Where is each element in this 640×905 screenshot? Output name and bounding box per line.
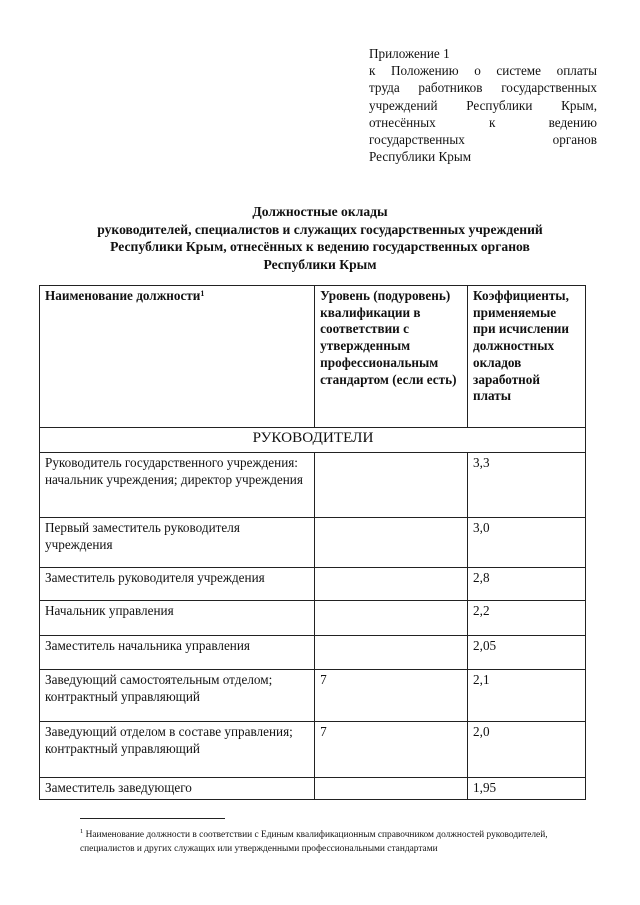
cell-level [315, 636, 468, 670]
appendix-line: учреждений Республики Крым, [369, 97, 597, 113]
cell-position: Первый заместитель руководителя учреждения [40, 518, 315, 568]
table-row [40, 636, 586, 670]
appendix-line: отнесённых к ведению [369, 114, 597, 130]
header-qualification-level: Уровень (подуровень) квалификации в соответствии с утвержденным профессиональным стандартом (если есть) [315, 286, 468, 428]
cell-position: Заместитель руководителя учреждения [40, 568, 315, 601]
cell-position: Начальник управления [40, 601, 315, 636]
title-line: Республики Крым, отнесённых к ведению государственных органов [110, 239, 530, 254]
cell-coefficient: 3,0 [468, 518, 586, 568]
cell-position: Заместитель начальника управления [40, 636, 315, 670]
appendix-line: государственных органов [369, 132, 597, 148]
footnote-mark: 1 [200, 289, 205, 298]
cell-level: 7 [315, 670, 468, 722]
section-title: РУКОВОДИТЕЛИ [40, 428, 586, 453]
title-line: Должностные оклады [252, 204, 388, 219]
cell-coefficient: 2,2 [468, 601, 586, 636]
cell-level [315, 568, 468, 601]
table-row [40, 778, 586, 800]
table-row [40, 670, 586, 722]
header-coefficient: Коэффициенты, применяемые при исчислении должностных окладов заработной платы [468, 286, 586, 428]
header-position-label: Наименование должности [45, 288, 201, 303]
cell-position: Заместитель заведующего [40, 778, 315, 800]
appendix-title: Приложение 1 [369, 46, 450, 61]
cell-coefficient: 2,05 [468, 636, 586, 670]
table-row [40, 518, 586, 568]
appendix-line: к Положению о системе оплаты [369, 63, 597, 79]
cell-coefficient: 2,1 [468, 670, 586, 722]
cell-level [315, 778, 468, 800]
cell-level [315, 518, 468, 568]
cell-level [315, 453, 468, 518]
cell-position: Заведующий отделом в составе управления; контрактный управляющий [40, 722, 315, 778]
cell-position: Заведующий самостоятельным отделом; контрактный управляющий [40, 670, 315, 722]
cell-coefficient: 2,8 [468, 568, 586, 601]
cell-coefficient: 3,3 [468, 453, 586, 518]
table-row [40, 568, 586, 601]
appendix-line: Республики Крым [369, 149, 472, 165]
header-position [40, 286, 315, 428]
cell-position: Руководитель государственного учреждения: начальник учреждения; директор учреждения [40, 453, 315, 518]
table-row [40, 453, 586, 518]
appendix-block [369, 45, 597, 165]
footnote [80, 825, 590, 856]
appendix-line: труда работников государственных [369, 80, 597, 96]
cell-coefficient: 1,95 [468, 778, 586, 800]
cell-level [315, 601, 468, 636]
cell-level: 7 [315, 722, 468, 778]
title-line: руководителей, специалистов и служащих государственных учреждений [97, 221, 543, 237]
table-row [40, 722, 586, 778]
section-row [40, 428, 586, 453]
title-line: Республики Крым [263, 256, 377, 272]
document-title [40, 203, 600, 273]
footnote-separator [80, 818, 225, 819]
footnote-text: Наименование должности в соответствии с Единым квалификационным справочником должностей руководителей, специалистов и других служащих или утвержденными профессиональными стандартами [80, 830, 548, 854]
cell-coefficient: 2,0 [468, 722, 586, 778]
table-header-row [40, 286, 586, 428]
footnote-number: 1 [80, 828, 84, 835]
table-row [40, 601, 586, 636]
salary-table [39, 285, 586, 800]
